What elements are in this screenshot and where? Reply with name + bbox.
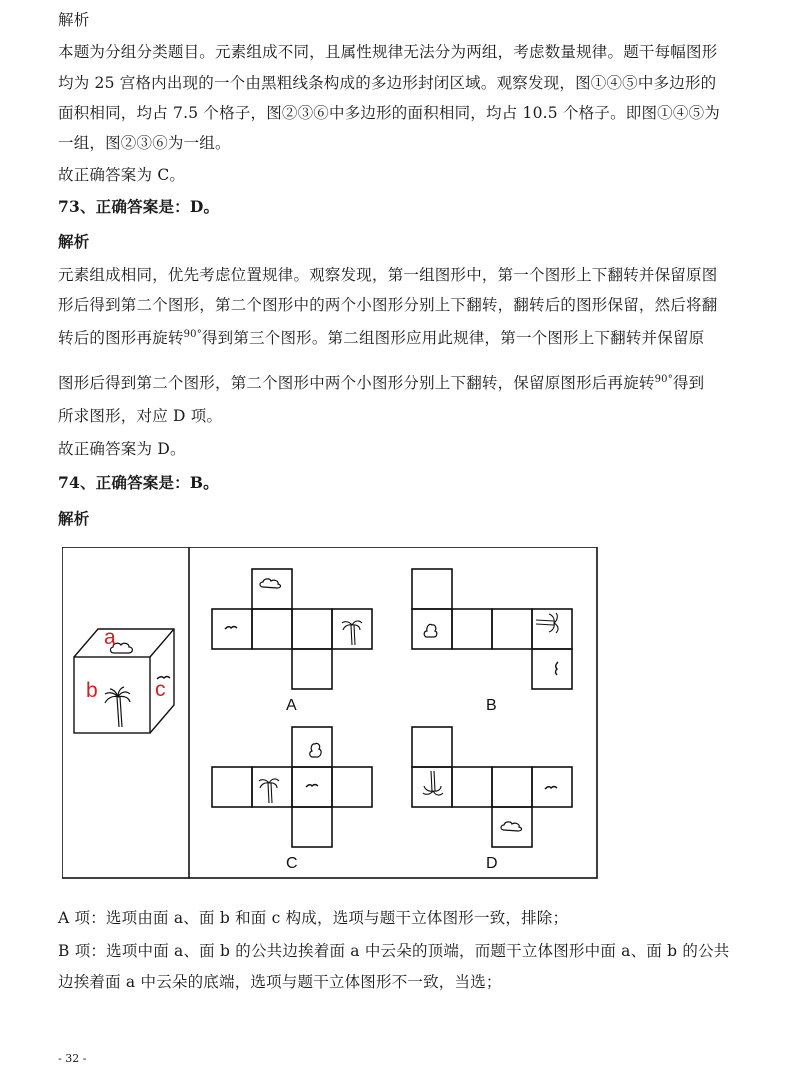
analysis-line: 元素组成相同，优先考虑位置规律。观察发现，第一组图形中，第一个图形上下翻转并保留原图: [58, 266, 718, 284]
answer-line: 故正确答案为 C。: [58, 166, 186, 184]
text-segment: 转后的图形再旋转: [58, 329, 184, 347]
option-label-a: A: [286, 697, 297, 714]
question-74-title: 74、正确答案是：B。: [58, 473, 219, 492]
option-a-net: [212, 569, 372, 689]
face-label-a: a: [104, 626, 116, 649]
option-label-b: B: [486, 697, 497, 714]
option-a-explanation: A 项：选项由面 a、面 b 和面 c 构成，选项与题干立体图形一致，排除；: [58, 909, 569, 927]
analysis-line: 面积相同，均占 7.5 个格子，图②③⑥中多边形的面积相同，均占 10.5 个格子。即图①④⑤为: [58, 104, 720, 122]
figure-frame: [62, 547, 597, 878]
analysis-line: 均为 25 宫格内出现的一个由黑粗线条构成的多边形封闭区域。观察发现，图①④⑤中多边形的: [58, 74, 717, 92]
option-label-c: C: [286, 855, 298, 872]
analysis-line: [58, 326, 704, 348]
cube-net-figure: [62, 547, 598, 879]
text-segment: 图形后得到第二个图形，第二个图形中两个小图形分别上下翻转，保留原图形后再旋转: [58, 374, 655, 392]
bird-icon: [545, 787, 557, 790]
degree-label: 90°: [183, 329, 202, 340]
analysis-line: 一组，图②③⑥为一组。: [58, 134, 231, 152]
palm-tree-icon: [536, 613, 558, 633]
text-segment: 得到: [672, 374, 705, 392]
page-number: - 32 -: [58, 1052, 87, 1065]
bird-icon: [556, 662, 559, 675]
question-73-title: 73、正确答案是：D。: [58, 197, 220, 216]
analysis-heading: 解析: [58, 11, 90, 29]
option-b-explanation: 边挨着面 a 中云朵的底端，选项与题干立体图形不一致，当选；: [58, 973, 502, 991]
analysis-line: 本题为分组分类题目。元素组成不同，且属性规律无法分为两组，考虑数量规律。题干每幅图形: [58, 43, 718, 61]
bird-icon: [225, 627, 237, 630]
palm-tree-icon: [105, 687, 130, 727]
analysis-heading: 解析: [58, 232, 90, 251]
palm-tree-icon: [342, 621, 362, 645]
cloud-icon: [260, 579, 281, 588]
analysis-line: 形后得到第二个图形，第二个图形中的两个小图形分别上下翻转，翻转后的图形保留，然后将翻: [58, 296, 718, 314]
analysis-line: [58, 371, 704, 393]
analysis-line: 所求图形，对应 D 项。: [58, 407, 223, 425]
face-label-c: c: [155, 678, 166, 701]
palm-tree-icon: [259, 779, 279, 803]
text-segment: 得到第三个图形。第二组图形应用此规律，第一个图形上下翻转并保留原: [201, 329, 705, 347]
option-c-net: [212, 727, 372, 847]
cloud-icon: [501, 822, 522, 831]
bird-icon: [306, 785, 318, 788]
cloud-icon: [310, 743, 321, 757]
face-label-b: b: [86, 679, 98, 702]
answer-line: 故正确答案为 D。: [58, 440, 186, 458]
option-label-d: D: [486, 855, 498, 872]
palm-tree-icon: [423, 771, 443, 795]
cloud-icon: [424, 624, 437, 637]
option-b-explanation: B 项：选项中面 a、面 b 的公共边挨着面 a 中云朵的顶端，而题干立体图形中面 a、面 b 的公共: [58, 942, 730, 960]
degree-label: 90°: [654, 374, 673, 385]
analysis-heading: 解析: [58, 509, 90, 528]
